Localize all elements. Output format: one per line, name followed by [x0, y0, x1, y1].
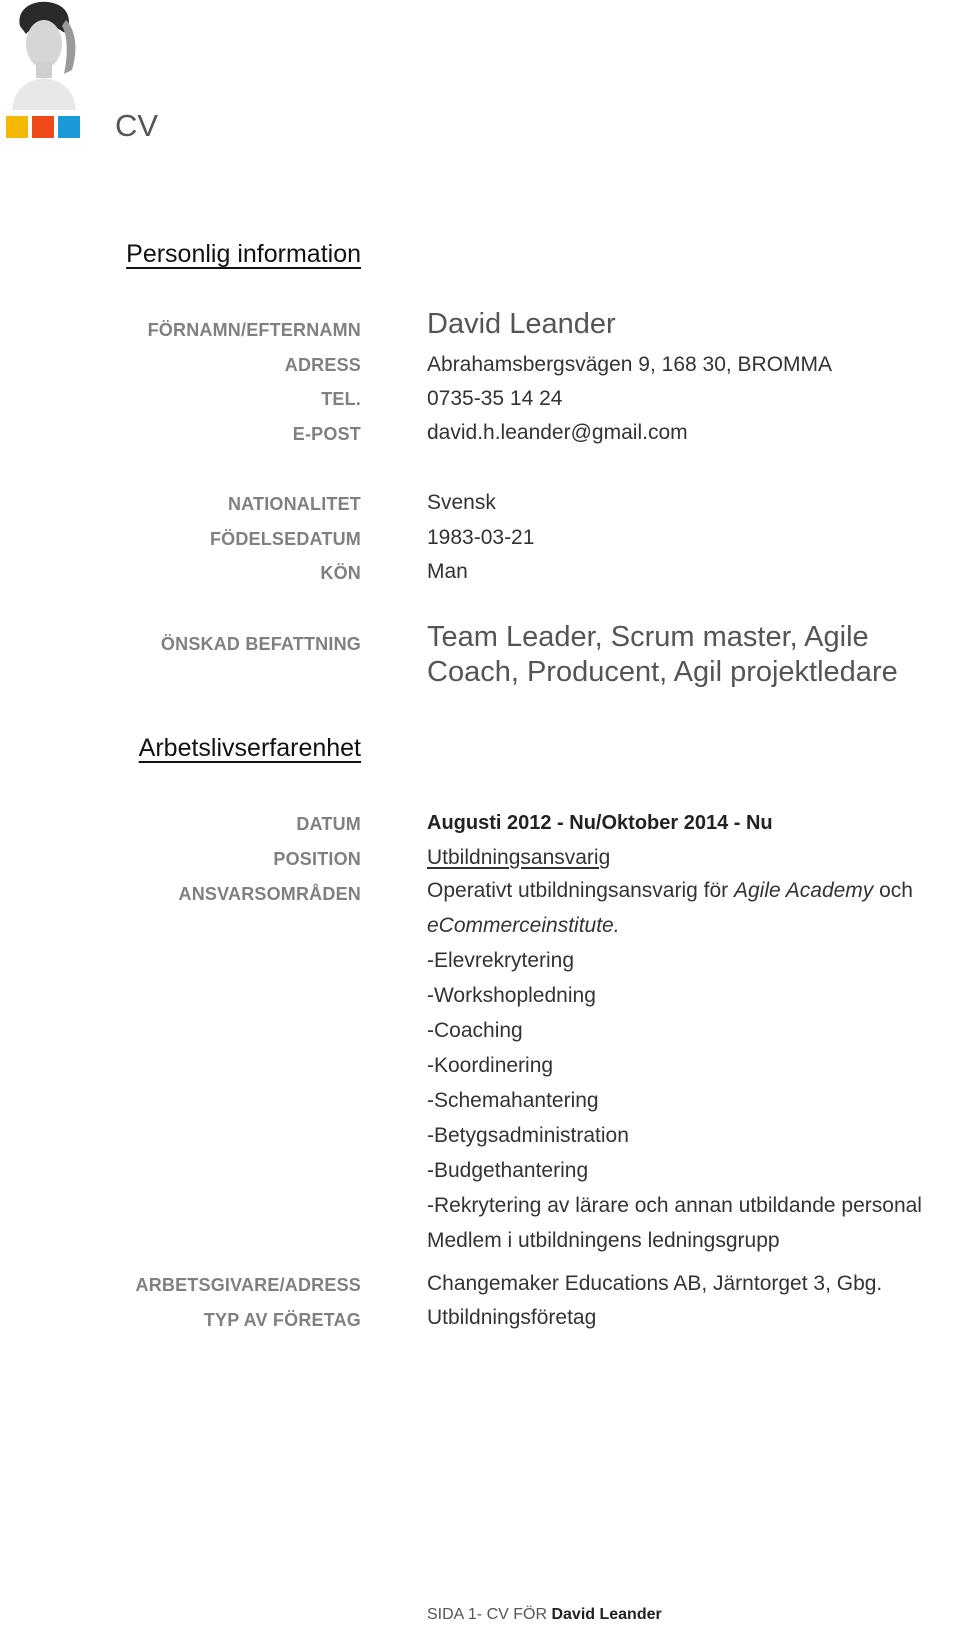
company-type-label: TYP AV FÖRETAG [203, 1310, 361, 1330]
experience-heading: Arbetslivserfarenhet [138, 734, 361, 762]
personal-info-heading: Personlig information [126, 240, 361, 268]
nationality-label: NATIONALITET [227, 494, 361, 514]
responsibility-item: -Workshopledning [427, 984, 596, 1007]
gender-label: KÖN [320, 563, 361, 583]
color-block-blue [58, 116, 80, 138]
address-label: ADRESS [284, 355, 361, 375]
responsibility-item: -Koordinering [427, 1054, 554, 1077]
document-title: CV [115, 108, 159, 143]
date-value: Augusti 2012 - Nu/Oktober 2014 - Nu [427, 812, 773, 834]
responsibility-item: Medlem i utbildningens ledningsgrupp [427, 1229, 780, 1252]
footer-prefix: SIDA 1- CV FÖR [427, 1606, 552, 1623]
desired-position-label: ÖNSKAD BEFATTNING [160, 634, 361, 654]
email-label: E-POST [292, 424, 361, 444]
company-type-value: Utbildningsföretag [427, 1306, 597, 1329]
birthdate-label: FÖDELSEDATUM [209, 529, 361, 549]
profile-photo [6, 0, 80, 110]
resp-intro-text: Operativt utbildningsansvarig för [427, 879, 734, 902]
phone-label: TEL. [321, 389, 361, 409]
color-block-yellow [6, 116, 28, 138]
responsibility-item: -Betygsadministration [427, 1124, 629, 1147]
responsibilities-intro-cont [427, 908, 957, 943]
responsibilities-list [427, 873, 957, 1258]
birthdate-value: 1983-03-21 [427, 526, 535, 549]
date-label: DATUM [296, 814, 361, 834]
page-footer [427, 1606, 662, 1624]
color-block-red [32, 116, 54, 138]
phone-value: 0735-35 14 24 [427, 387, 563, 410]
position-value: Utbildningsansvarig [427, 846, 611, 869]
resp-intro-emphasis-1: Agile Academy [734, 879, 874, 902]
responsibility-item: -Rekrytering av lärare och annan utbildande personal [427, 1194, 922, 1217]
resp-intro-mid: och [873, 879, 913, 902]
footer-name: David Leander [551, 1606, 662, 1623]
responsibility-item: -Coaching [427, 1019, 523, 1042]
address-value: Abrahamsbergsvägen 9, 168 30, BROMMA [427, 353, 833, 376]
full-name: David Leander [427, 308, 616, 340]
name-label: FÖRNAMN/EFTERNAMN [147, 320, 361, 340]
desired-position-line2: Coach, Producent, Agil projektledare [427, 656, 898, 688]
position-label: POSITION [273, 849, 361, 869]
nationality-value: Svensk [427, 491, 496, 514]
gender-value: Man [427, 560, 468, 583]
resp-intro-emphasis-2: eCommerceinstitute. [427, 914, 620, 937]
responsibilities-label: ANSVARSOMRÅDEN [178, 884, 361, 904]
responsibilities-intro [427, 873, 957, 908]
employer-value: Changemaker Educations AB, Järntorget 3, Gbg. [427, 1272, 883, 1295]
responsibility-item: -Schemahantering [427, 1089, 599, 1112]
responsibility-item: -Elevrekrytering [427, 949, 575, 972]
email-value[interactable]: david.h.leander@gmail.com [427, 421, 688, 444]
responsibility-item: -Budgethantering [427, 1159, 589, 1182]
employer-label: ARBETSGIVARE/ADRESS [135, 1275, 361, 1295]
desired-position-line1: Team Leader, Scrum master, Agile [427, 621, 869, 653]
